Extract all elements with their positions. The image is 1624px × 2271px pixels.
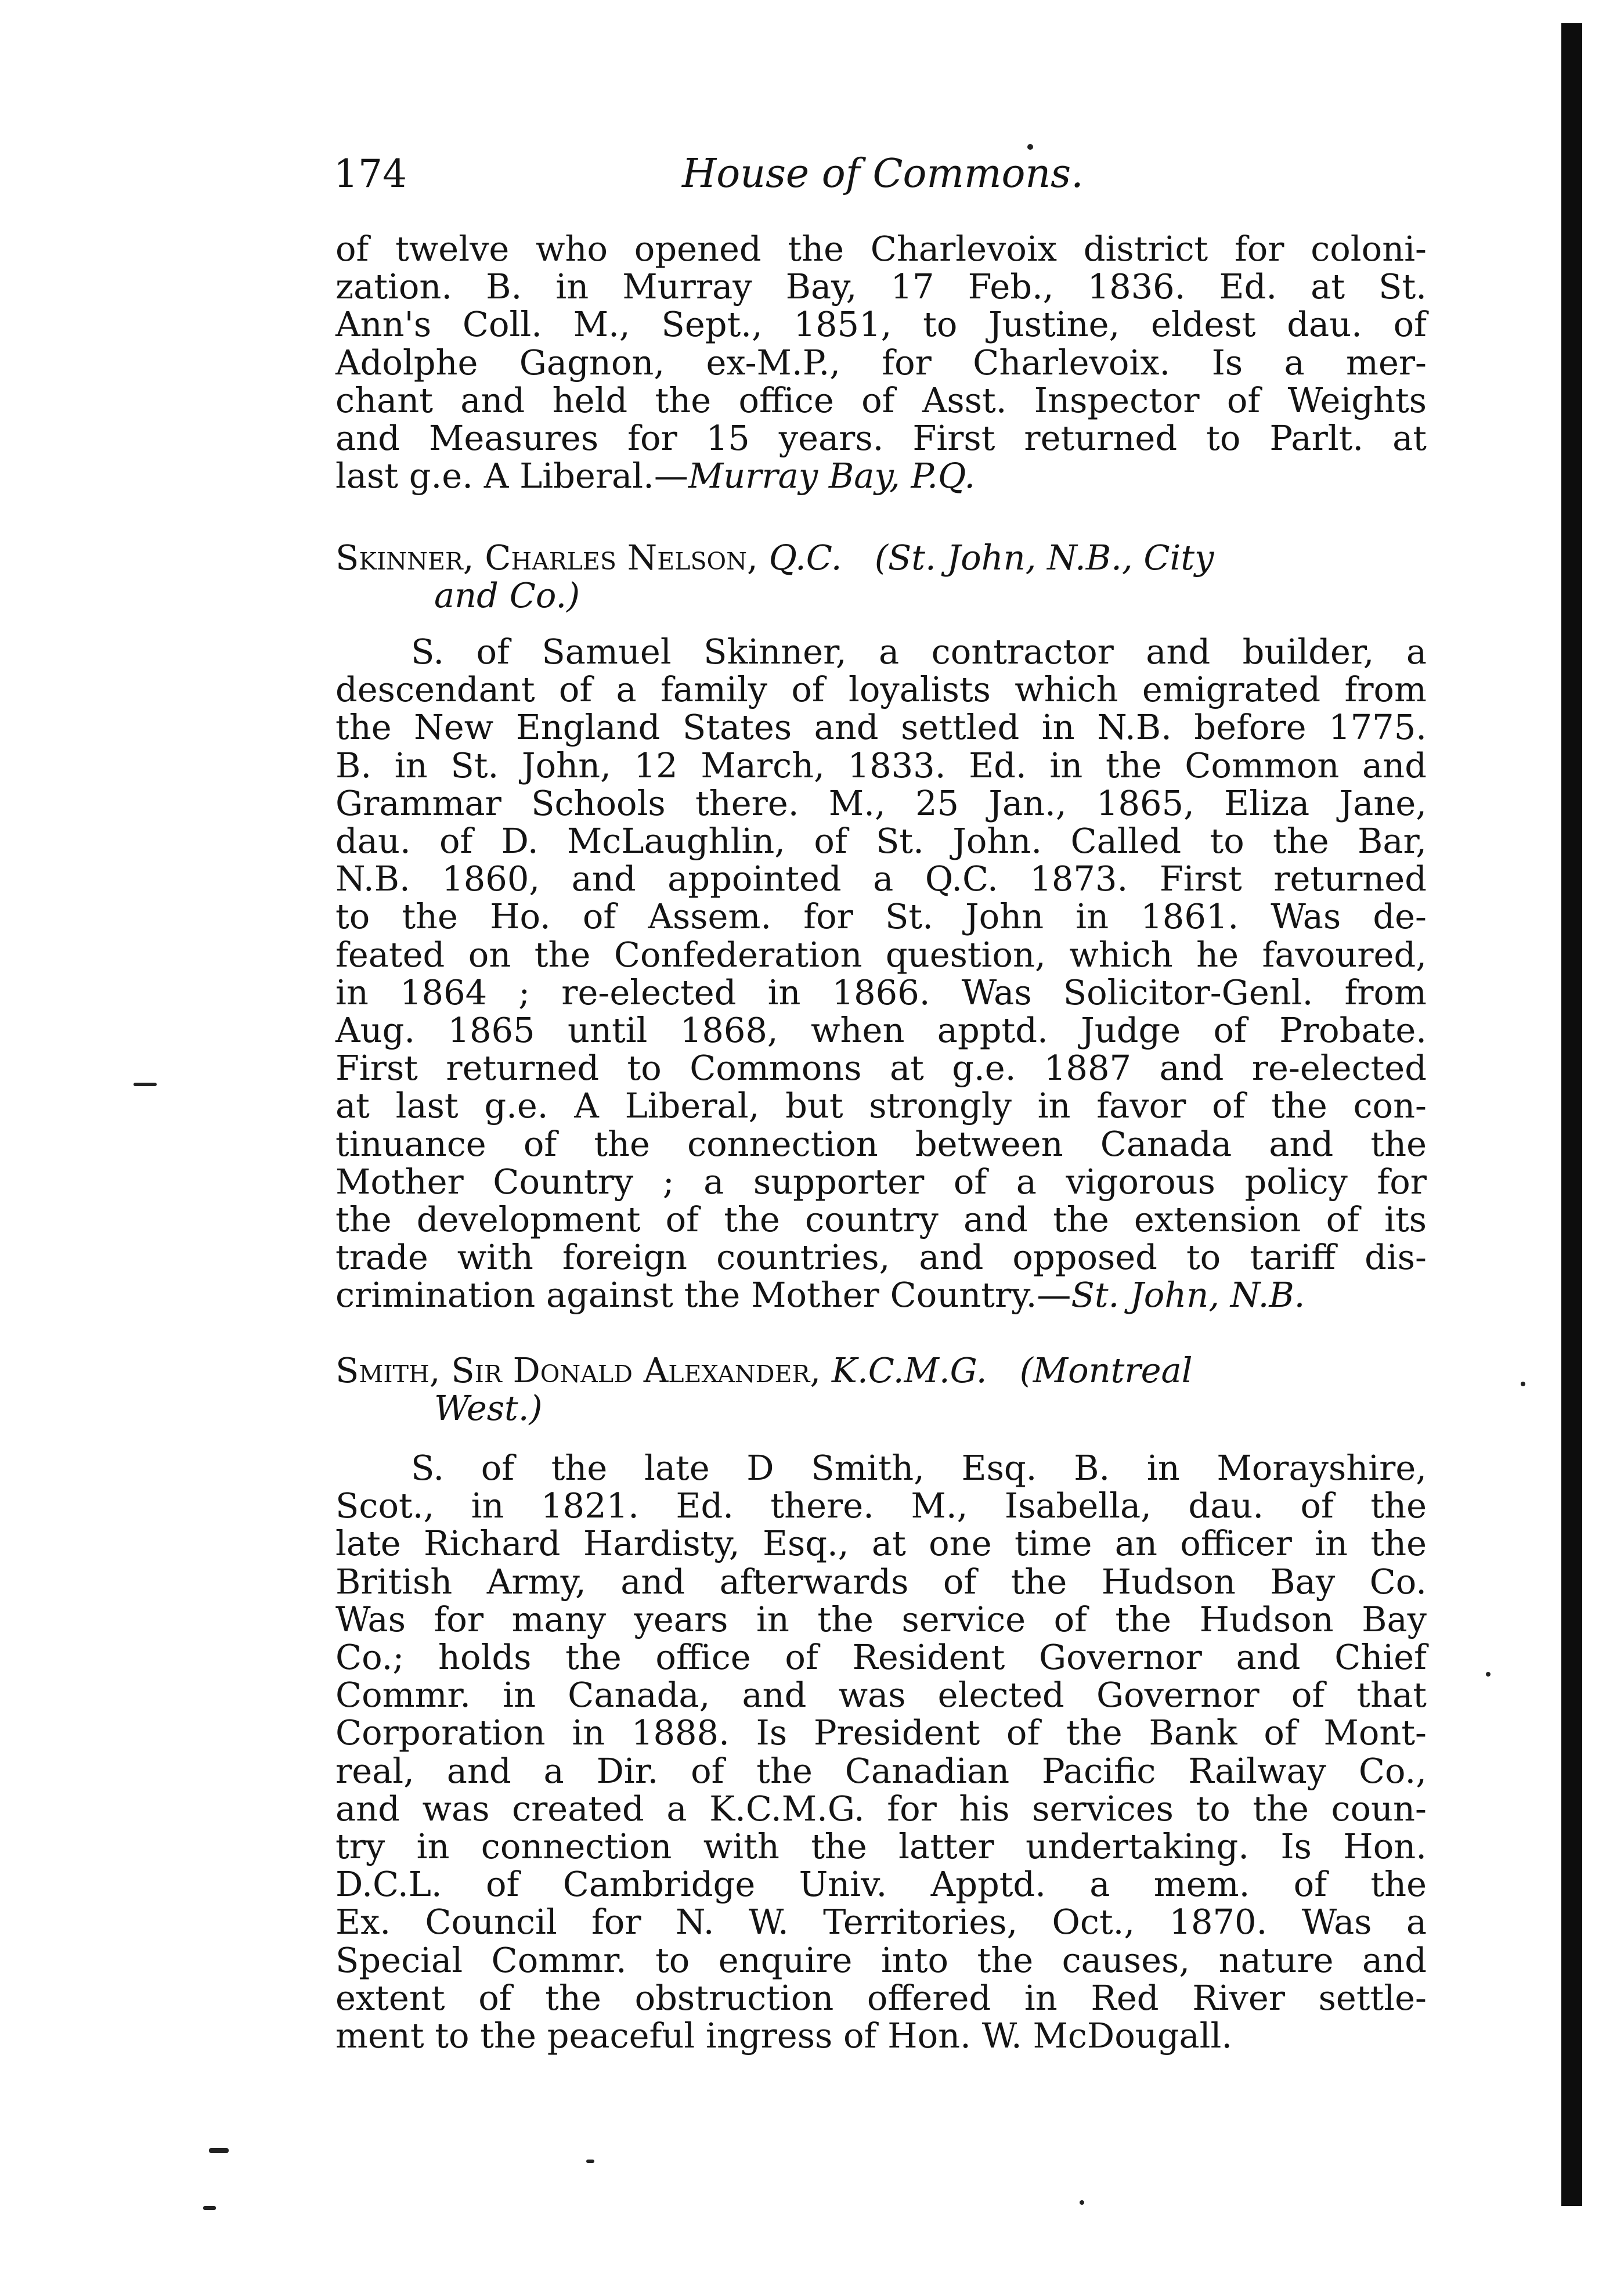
text-line: B. in St. John, 12 March, 1833. Ed. in the Common and: [335, 745, 1427, 785]
member-title: Q.C.: [768, 538, 842, 578]
constituency-continued: West.): [434, 1388, 543, 1429]
scan-speck: [133, 1083, 157, 1086]
text-line: S. of the late D Smith, Esq. B. in Morayshire,: [411, 1448, 1427, 1488]
text-line: dau. of D. McLaughlin, of St. John. Called to the Bar,: [335, 821, 1427, 861]
text-line: real, and a Dir. of the Canadian Pacific Railway Co.,: [335, 1750, 1427, 1791]
text-line: Aug. 1865 until 1868, when apptd. Judge of Probate.: [335, 1010, 1427, 1051]
text-line: Corporation in 1888. Is President of the Bank of Mont-: [335, 1713, 1427, 1753]
text-line: Mother Country ; a supporter of a vigorous policy for: [335, 1161, 1427, 1202]
text-line: late Richard Hardisty, Esq., at one time an officer in the: [335, 1523, 1427, 1564]
text-line: to the Ho. of Assem. for St. John in 1861. Was de-: [335, 896, 1427, 937]
text-line-plain: last g.e. A Liberal.—: [335, 456, 688, 496]
running-title: House of Commons.: [682, 151, 1084, 197]
heading-line: [335, 539, 1427, 576]
text-line: [335, 457, 1427, 495]
text-line: in 1864 ; re-elected in 1866. Was Solicitor-Genl. from: [335, 972, 1427, 1012]
text-line: N.B. 1860, and appointed a Q.C. 1873. First returned: [335, 859, 1427, 899]
address-italic: Murray Bay, P.Q.: [688, 456, 976, 496]
constituency-continued: and Co.): [434, 575, 580, 616]
scan-speck: [1521, 1382, 1525, 1386]
scan-speck: [1027, 144, 1033, 150]
text-line: the New England States and settled in N.B. before 1775.: [335, 707, 1427, 748]
text-line: trade with foreign countries, and opposed to tariff dis-: [335, 1237, 1427, 1278]
text-line: Scot., in 1821. Ed. there. M., Isabella, dau. of the: [335, 1486, 1427, 1526]
member-name: Smith, Sir Donald Alexander,: [335, 1350, 821, 1390]
scan-speck: [1486, 1672, 1491, 1677]
scan-speck: [586, 2160, 594, 2163]
text-line: try in connection with the latter undertaking. Is Hon.: [335, 1826, 1427, 1867]
address-italic: St. John, N.B.: [1071, 1275, 1305, 1315]
heading-line: [335, 1351, 1427, 1389]
text-line: the development of the country and the extension of its: [335, 1199, 1427, 1240]
page-header: [334, 148, 1425, 200]
text-line: S. of Samuel Skinner, a contractor and builder, a: [411, 632, 1427, 672]
text-line: of twelve who opened the Charlevoix district for coloni-: [335, 229, 1427, 269]
scan-speck: [203, 2206, 216, 2210]
text-line: feated on the Confederation question, which he favoured,: [335, 934, 1427, 975]
text-line: Commr. in Canada, and was elected Governor of that: [335, 1675, 1427, 1715]
text-line: extent of the obstruction offered in Red River settle-: [335, 1977, 1427, 2018]
text-line: zation. B. in Murray Bay, 17 Feb., 1836. Ed. at St.: [335, 266, 1427, 307]
text-line: Ann's Coll. M., Sept., 1851, to Justine, eldest dau. of: [335, 304, 1427, 345]
scan-speck: [1080, 2200, 1084, 2205]
continuation-paragraph: [335, 230, 1427, 495]
text-line: [335, 1276, 1427, 1314]
entry-heading-skinner: [335, 539, 1427, 614]
text-line-plain: crimination against the Mother Country.—: [335, 1275, 1071, 1315]
text-line: Co.; holds the office of Resident Governor and Chief: [335, 1637, 1427, 1678]
text-line: and was created a K.C.M.G. for his services to the coun-: [335, 1788, 1427, 1829]
member-title: K.C.M.G.: [831, 1350, 987, 1390]
entry-body-skinner: [335, 633, 1427, 1314]
scan-speck: [209, 2148, 229, 2153]
text-line: ment to the peaceful ingress of Hon. W. McDougall.: [335, 2016, 1233, 2056]
text-line: Adolphe Gagnon, ex-M.P., for Charlevoix. Is a mer-: [335, 342, 1427, 383]
text-line: Special Commr. to enquire into the causes, nature and: [335, 1940, 1427, 1980]
text-line: at last g.e. A Liberal, but strongly in favor of the con-: [335, 1086, 1427, 1126]
text-line: tinuance of the connection between Canada and the: [335, 1123, 1427, 1164]
text-line: First returned to Commons at g.e. 1887 and re-elected: [335, 1048, 1427, 1088]
member-name: Skinner, Charles Nelson,: [335, 538, 758, 578]
text-line: British Army, and afterwards of the Hudson Bay Co.: [335, 1561, 1427, 1602]
text-line: D.C.L. of Cambridge Univ. Apptd. a mem. of the: [335, 1864, 1427, 1905]
constituency: (Montreal: [1019, 1350, 1193, 1390]
text-line: Was for many years in the service of the Hudson Bay: [335, 1599, 1427, 1639]
entry-heading-smith: [335, 1351, 1427, 1427]
page-edge-shadow: [1561, 23, 1582, 2206]
text-line: descendant of a family of loyalists which emigrated from: [335, 669, 1427, 710]
text-line: chant and held the office of Asst. Inspector of Weights: [335, 380, 1427, 420]
text-line: Ex. Council for N. W. Territories, Oct., 1870. Was a: [335, 1902, 1427, 1942]
constituency: (St. John, N.B., City: [874, 538, 1214, 578]
entry-body-smith: [335, 1449, 1427, 2054]
text-line: and Measures for 15 years. First returned to Parlt. at: [335, 418, 1427, 459]
text-line: Grammar Schools there. M., 25 Jan., 1865, Eliza Jane,: [335, 783, 1427, 823]
page-number: 174: [334, 152, 407, 196]
